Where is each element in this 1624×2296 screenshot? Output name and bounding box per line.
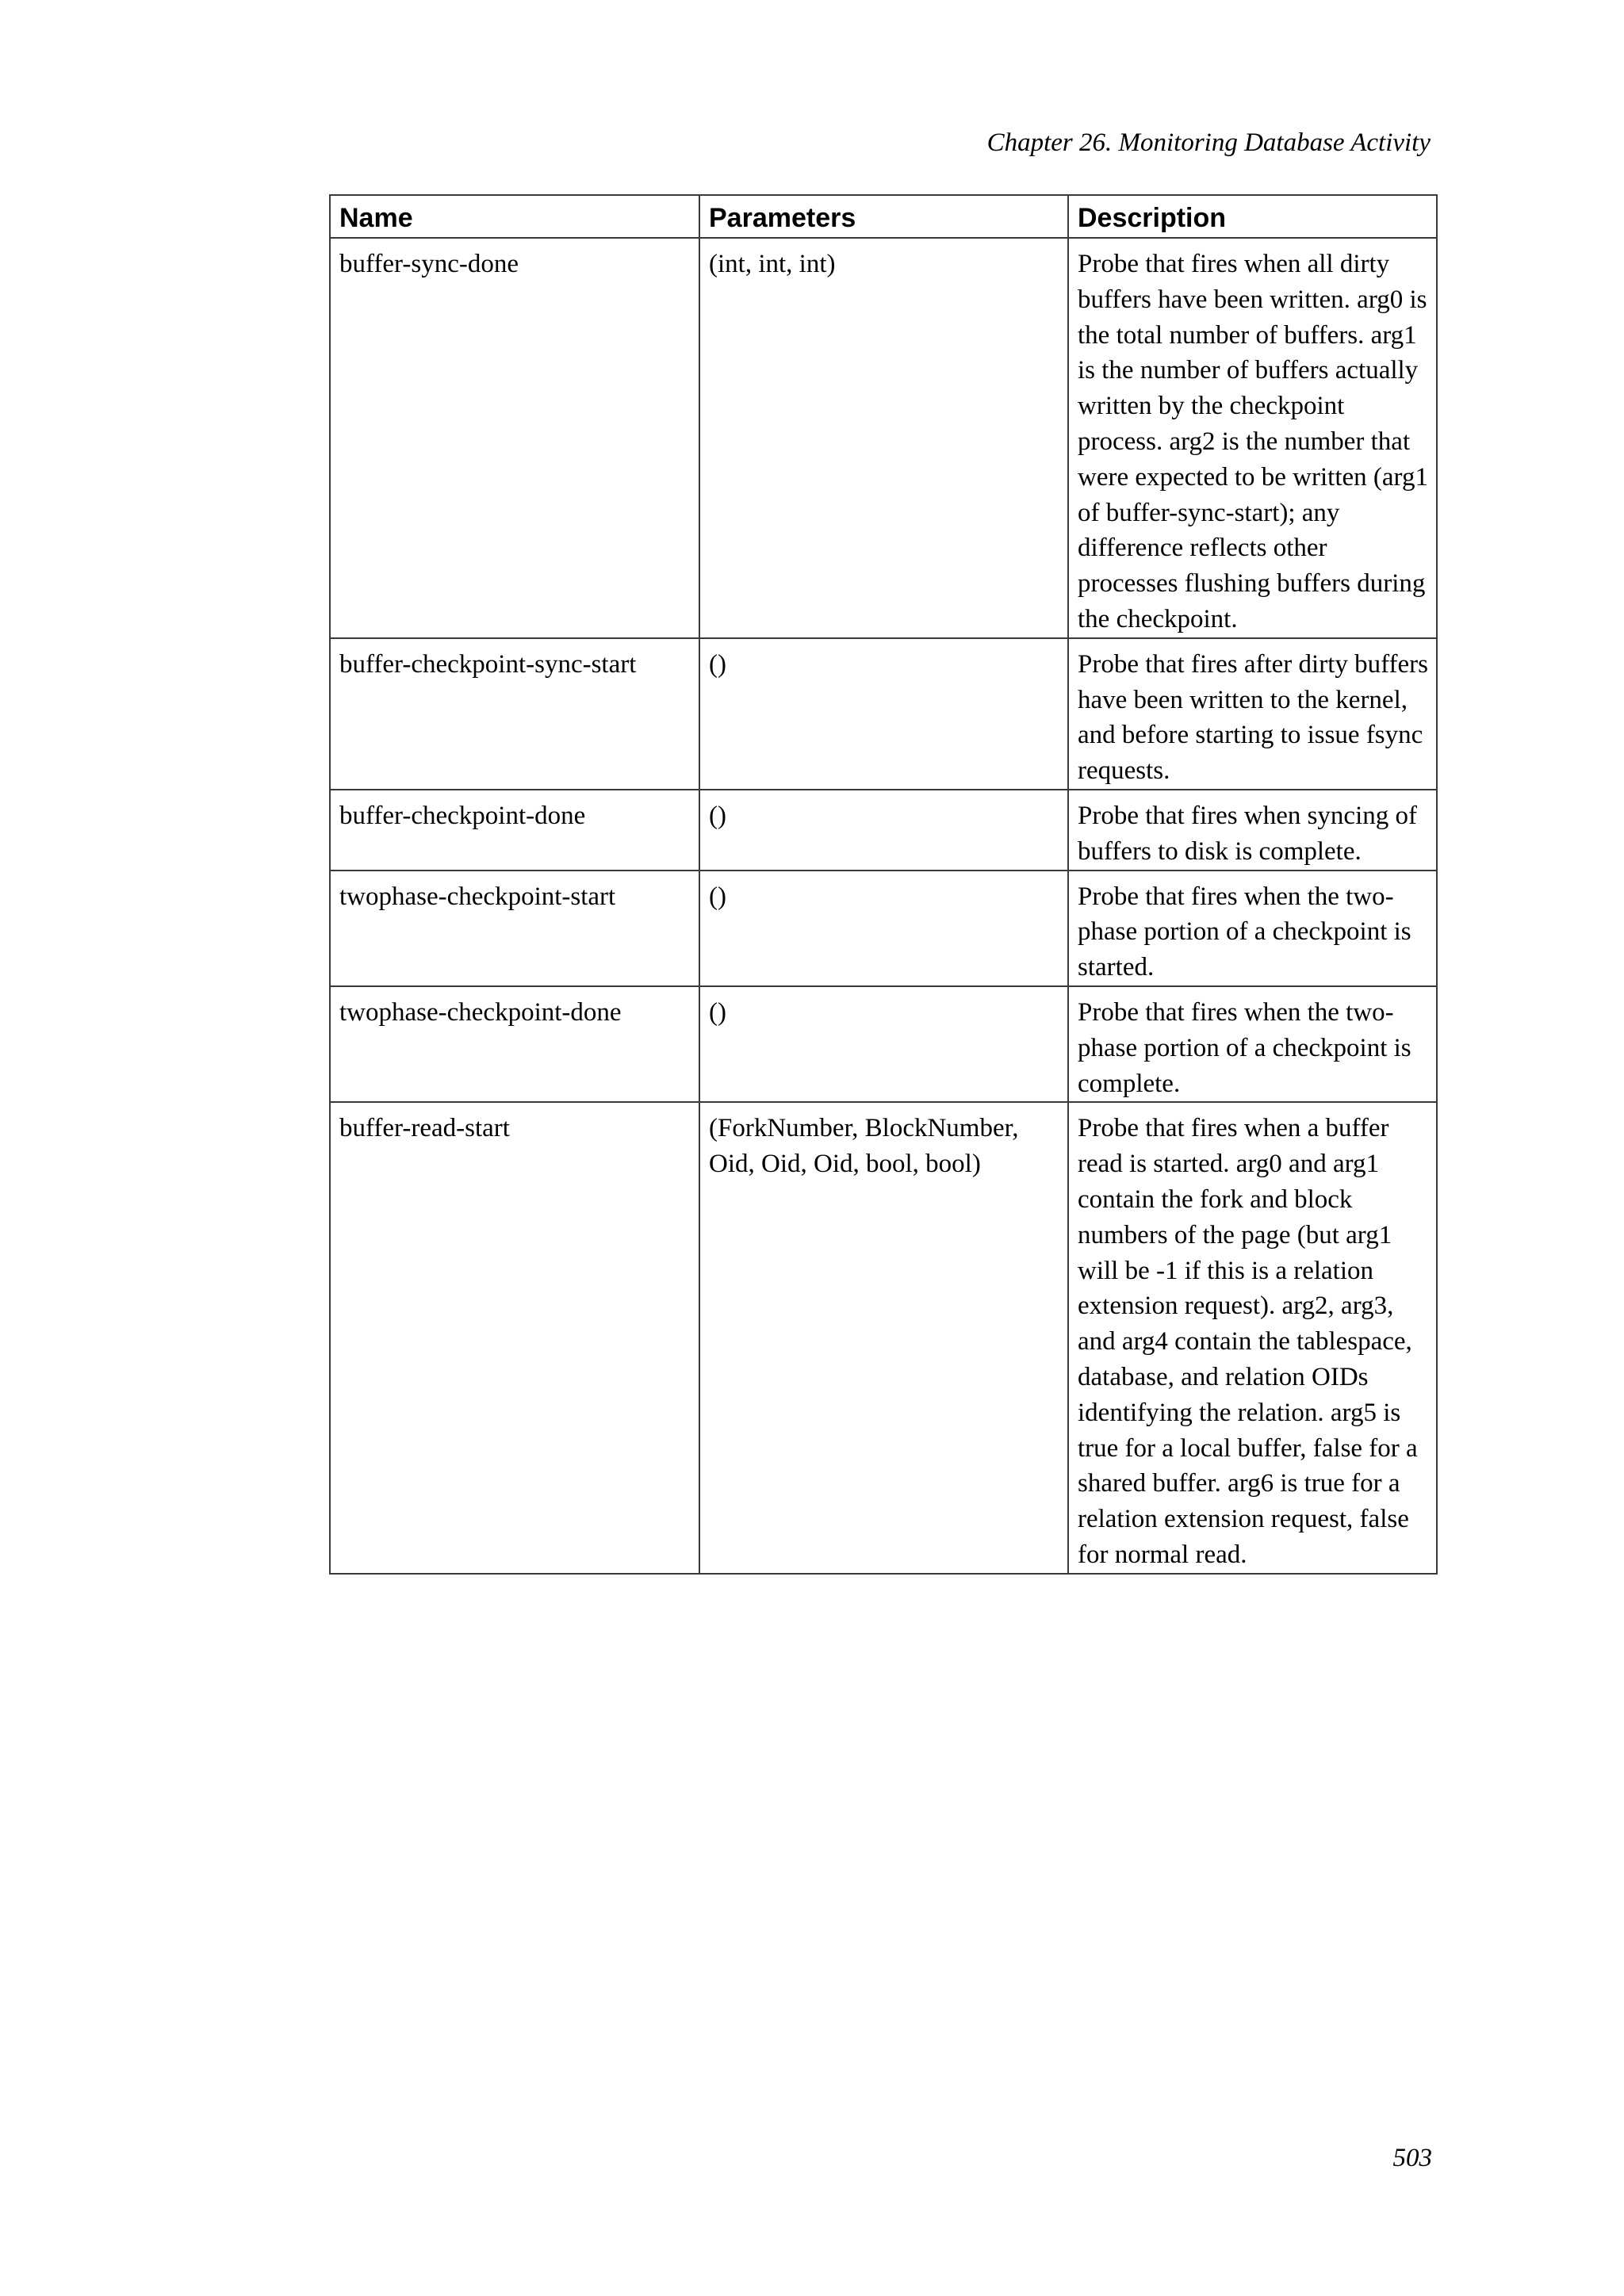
probe-parameters-cell: ()	[699, 790, 1068, 871]
running-header: Chapter 26. Monitoring Database Activity	[986, 128, 1431, 157]
probe-parameters-cell: ()	[699, 638, 1068, 790]
probe-description-cell: Probe that fires when syncing of buffers to disk is complete.	[1068, 790, 1437, 871]
probe-parameters-cell: (ForkNumber, BlockNumber, Oid, Oid, Oid, bool, bool)	[699, 1102, 1068, 1573]
probe-parameters-cell: ()	[699, 871, 1068, 986]
probe-name-cell: twophase-checkpoint-done	[330, 986, 699, 1102]
probe-name-cell: buffer-checkpoint-done	[330, 790, 699, 871]
probe-description-cell: Probe that fires when a buffer read is started. arg0 and arg1 contain the fork and block numbers of the page (but arg1 will be -1 if this is a relation extension request). arg2, arg3, and arg4 contain the tablespace, database, and relation OIDs identifying the relation. arg5 is true for a local buffer, false for a shared buffer. arg6 is true for a relation extension request, false for normal read.	[1068, 1102, 1437, 1573]
table-row	[330, 871, 1437, 986]
probe-table	[329, 194, 1438, 1575]
probe-parameters-cell: (int, int, int)	[699, 238, 1068, 638]
probe-name-cell: buffer-sync-done	[330, 238, 699, 638]
column-header-parameters: Parameters	[699, 195, 1068, 238]
page-number: 503	[1392, 2144, 1432, 2172]
table-row	[330, 638, 1437, 790]
probe-name-cell: twophase-checkpoint-start	[330, 871, 699, 986]
table-row	[330, 1102, 1437, 1573]
table-row	[330, 790, 1437, 871]
table-row	[330, 986, 1437, 1102]
probe-parameters-cell: ()	[699, 986, 1068, 1102]
probe-description-cell: Probe that fires after dirty buffers have been written to the kernel, and before starting to issue fsync requests.	[1068, 638, 1437, 790]
table-header-row	[330, 195, 1437, 238]
probe-description-cell: Probe that fires when the two-phase portion of a checkpoint is started.	[1068, 871, 1437, 986]
column-header-description: Description	[1068, 195, 1437, 238]
probe-name-cell: buffer-read-start	[330, 1102, 699, 1573]
probe-description-cell: Probe that fires when the two-phase portion of a checkpoint is complete.	[1068, 986, 1437, 1102]
probe-description-cell: Probe that fires when all dirty buffers have been written. arg0 is the total number of buffers. arg1 is the number of buffers actually written by the checkpoint process. arg2 is the number that were expected to be written (arg1 of buffer-sync-start); any difference reflects other processes flushing buffers during the checkpoint.	[1068, 238, 1437, 638]
table-row	[330, 238, 1437, 638]
column-header-name: Name	[330, 195, 699, 238]
probe-name-cell: buffer-checkpoint-sync-start	[330, 638, 699, 790]
